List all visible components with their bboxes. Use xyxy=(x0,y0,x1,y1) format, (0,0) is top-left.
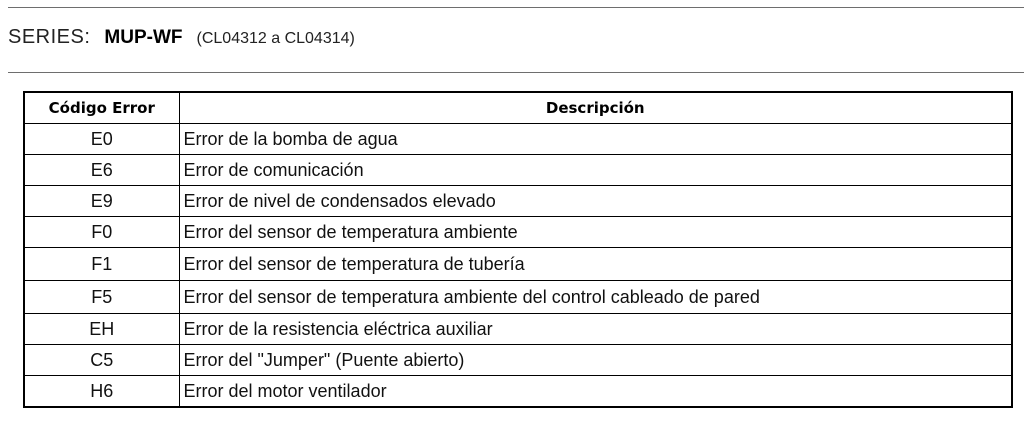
error-code-cell: EH xyxy=(24,314,179,345)
series-label: SERIES: xyxy=(8,26,91,48)
error-description-cell: Error de la resistencia eléctrica auxiliar xyxy=(179,314,1012,345)
error-code-cell: E9 xyxy=(24,186,179,217)
table-row xyxy=(24,314,1012,345)
column-header-description: Descripción xyxy=(179,92,1012,124)
column-header-code: Código Error xyxy=(24,92,179,124)
series-header xyxy=(8,26,355,56)
table-row xyxy=(24,345,1012,376)
error-description-cell: Error de la bomba de agua xyxy=(179,124,1012,155)
series-model-range: (CL04312 a CL04314) xyxy=(196,30,355,47)
error-code-cell: F0 xyxy=(24,217,179,248)
error-description-cell: Error de nivel de condensados elevado xyxy=(179,186,1012,217)
table-row xyxy=(24,281,1012,314)
bottom-divider xyxy=(8,72,1024,73)
table-row xyxy=(24,217,1012,248)
top-divider xyxy=(8,7,1024,8)
table-header-row xyxy=(24,92,1012,124)
series-model-name: MUP-WF xyxy=(104,27,183,48)
error-description-cell: Error del sensor de temperatura ambiente xyxy=(179,217,1012,248)
error-code-cell: E0 xyxy=(24,124,179,155)
table-row xyxy=(24,155,1012,186)
error-description-cell: Error del sensor de temperatura de tubería xyxy=(179,248,1012,281)
error-code-cell: H6 xyxy=(24,376,179,408)
error-description-cell: Error del "Jumper" (Puente abierto) xyxy=(179,345,1012,376)
table-row xyxy=(24,186,1012,217)
error-code-cell: F5 xyxy=(24,281,179,314)
table-row xyxy=(24,248,1012,281)
table-row xyxy=(24,376,1012,408)
error-description-cell: Error de comunicación xyxy=(179,155,1012,186)
error-code-table xyxy=(23,91,1013,408)
error-code-cell: C5 xyxy=(24,345,179,376)
error-code-cell: F1 xyxy=(24,248,179,281)
error-description-cell: Error del sensor de temperatura ambiente del control cableado de pared xyxy=(179,281,1012,314)
table-row xyxy=(24,124,1012,155)
error-code-cell: E6 xyxy=(24,155,179,186)
error-description-cell: Error del motor ventilador xyxy=(179,376,1012,408)
